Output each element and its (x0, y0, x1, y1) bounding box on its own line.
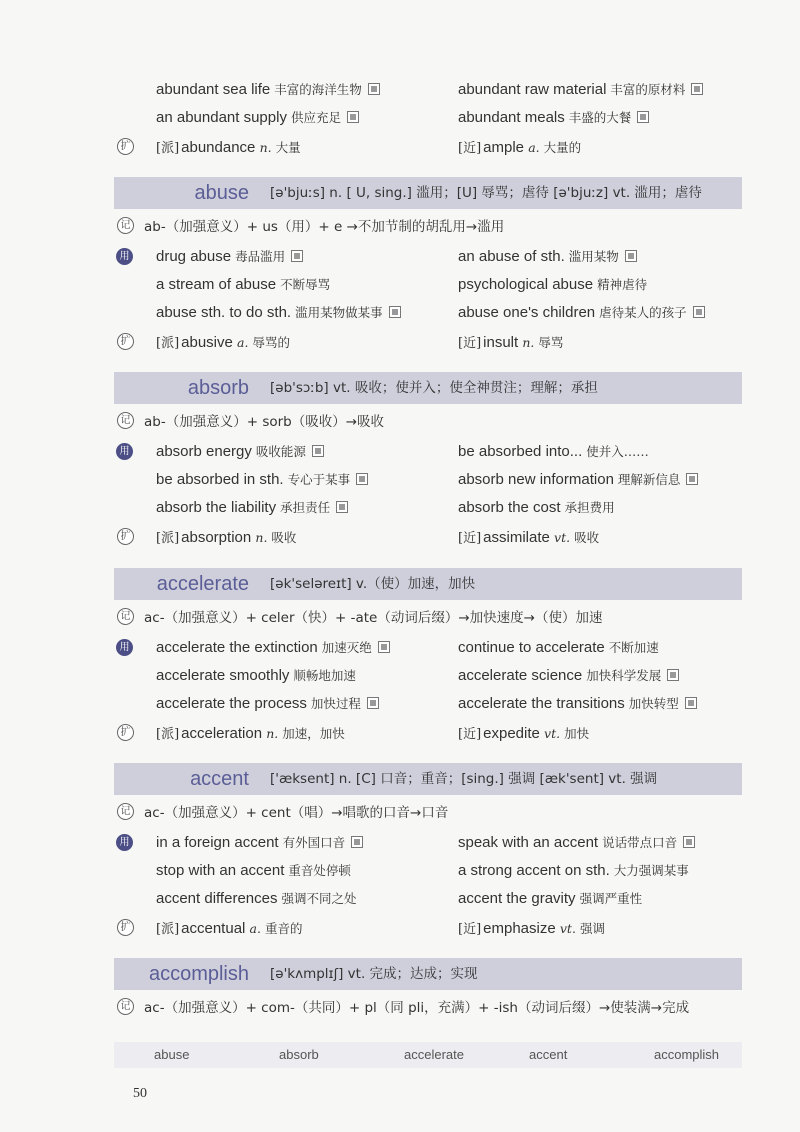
phrase: accelerate science 加快科学发展 (458, 666, 679, 684)
entry-header (114, 568, 742, 600)
phrase: abundant sea life 丰富的海洋生物 (156, 80, 380, 98)
near-synonym: [近] assimilate vt. 吸收 (458, 529, 600, 546)
audio-icon[interactable] (312, 445, 324, 457)
derived-word: [派] acceleration n. 加速，加快 (156, 725, 345, 742)
phrase: in a foreign accent 有外国口音 (156, 833, 363, 851)
memory-tip: ac-（加强意义）+ com-（共同）+ pl（同 pli，充满）+ -ish（动词后缀）→使装满→完成 (144, 1000, 690, 1016)
extension-icon: 扩 (117, 919, 134, 936)
memo-icon: 记 (117, 412, 134, 429)
headword: absorb (187, 377, 249, 399)
phrase: accent the gravity 强调严重性 (458, 890, 643, 907)
entry-header (114, 958, 742, 990)
footer-word: accelerate (404, 1047, 464, 1062)
derived-word: [派] absorption n. 吸收 (156, 529, 297, 546)
phrase: a strong accent on sth. 大力强调某事 (458, 862, 689, 879)
memory-tip: ab-（加强意义）+ sorb（吸收）→吸收 (144, 414, 385, 430)
definition: [ə'kʌmplɪʃ] vt. 完成；达成；实现 (270, 966, 478, 982)
entry-header (114, 177, 742, 209)
phrase: be absorbed in sth. 专心于某事 (156, 470, 368, 488)
audio-icon[interactable] (685, 697, 697, 709)
phrase: be absorbed into... 使并入…… (458, 443, 649, 460)
audio-icon[interactable] (691, 83, 703, 95)
phrase: absorb the cost 承担费用 (458, 499, 615, 516)
page-number: 50 (133, 1086, 147, 1101)
definition: ['æksent] n. [C] 口音；重音；[sing.] 强调 [æk'sent] vt. 强调 (270, 771, 658, 787)
near-synonym: [近] ample a. 大量的 (458, 139, 582, 156)
audio-icon[interactable] (389, 306, 401, 318)
audio-icon[interactable] (356, 473, 368, 485)
phrase: absorb new information 理解新信息 (458, 470, 698, 488)
audio-icon[interactable] (683, 836, 695, 848)
phrase: speak with an accent 说话带点口音 (458, 833, 695, 851)
entry-header (114, 763, 742, 795)
audio-icon[interactable] (686, 473, 698, 485)
phrase: a stream of abuse 不断辱骂 (156, 276, 331, 293)
entry-header (114, 372, 742, 404)
phrase: abuse sth. to do sth. 滥用某物做某事 (156, 303, 401, 321)
phrase: accelerate smoothly 顺畅地加速 (156, 667, 356, 684)
phrase: abuse one's children 虐待某人的孩子 (458, 303, 705, 321)
extension-icon: 扩 (117, 724, 134, 741)
derived-word: [派] accentual a. 重音的 (156, 920, 303, 937)
audio-icon[interactable] (367, 697, 379, 709)
audio-icon[interactable] (351, 836, 363, 848)
footer-word: accent (529, 1047, 568, 1062)
near-synonym: [近] insult n. 辱骂 (458, 334, 564, 351)
headword: abuse (194, 182, 249, 204)
extension-icon: 扩 (117, 333, 134, 350)
usage-icon: 用 (116, 639, 133, 656)
memo-icon: 记 (117, 998, 134, 1015)
audio-icon[interactable] (368, 83, 380, 95)
phrase: an abuse of sth. 滥用某物 (458, 247, 637, 265)
memory-tip: ab-（加强意义）+ us（用）+ e →不加节制的胡乱用→滥用 (144, 219, 505, 235)
audio-icon[interactable] (625, 250, 637, 262)
audio-icon[interactable] (637, 111, 649, 123)
phrase: absorb energy 吸收能源 (156, 442, 324, 460)
memory-tip: ac-（加强意义）+ cent（唱）→唱歌的口音→口音 (144, 805, 449, 821)
footer-word: abuse (154, 1047, 190, 1062)
audio-icon[interactable] (378, 641, 390, 653)
derived-word: [派] abundance n. 大量 (156, 139, 301, 156)
memory-tip: ac-（加强意义）+ celer（快）+ -ate（动词后缀）→加快速度→（使）加速 (144, 610, 603, 626)
extension-icon: 扩 (117, 138, 134, 155)
audio-icon[interactable] (336, 501, 348, 513)
phrase: accelerate the transitions 加快转型 (458, 694, 697, 712)
audio-icon[interactable] (291, 250, 303, 262)
headword: accomplish (148, 963, 249, 985)
definition: [ək'seləreɪt] v.（使）加速，加快 (270, 576, 476, 592)
audio-icon[interactable] (693, 306, 705, 318)
extension-icon: 扩 (117, 528, 134, 545)
phrase: drug abuse 毒品滥用 (156, 247, 303, 265)
derived-word: [派] abusive a. 辱骂的 (156, 334, 290, 351)
near-synonym: [近] expedite vt. 加快 (458, 725, 590, 742)
phrase: continue to accelerate 不断加速 (458, 639, 659, 656)
usage-icon: 用 (116, 248, 133, 265)
phrase: absorb the liability 承担责任 (156, 498, 348, 516)
headword: accelerate (156, 573, 249, 595)
memo-icon: 记 (117, 803, 134, 820)
headword: accent (190, 768, 249, 790)
memo-icon: 记 (117, 608, 134, 625)
phrase: an abundant supply 供应充足 (156, 108, 359, 126)
memo-icon: 记 (117, 217, 134, 234)
near-synonym: [近] emphasize vt. 强调 (458, 920, 605, 937)
phrase: abundant meals 丰盛的大餐 (458, 108, 649, 126)
definition: [əb'sɔːb] vt. 吸收；使并入；使全神贯注；理解；承担 (270, 380, 598, 396)
footer-word: absorb (279, 1047, 319, 1062)
phrase: accelerate the extinction 加速灭绝 (156, 638, 390, 656)
phrase: accelerate the process 加快过程 (156, 694, 379, 712)
usage-icon: 用 (116, 443, 133, 460)
phrase: psychological abuse 精神虐待 (458, 276, 648, 293)
footer-word-strip (114, 1042, 742, 1068)
phrase: stop with an accent 重音处停顿 (156, 862, 351, 879)
phrase: abundant raw material 丰富的原材料 (458, 80, 703, 98)
phrase: accent differences 强调不同之处 (156, 890, 357, 907)
definition: [ə'bjuːs] n. [ U, sing.] 滥用；[U] 辱骂；虐待 [ə'bjuːz] vt. 滥用；虐待 (270, 185, 702, 201)
footer-word: accomplish (654, 1047, 720, 1062)
audio-icon[interactable] (347, 111, 359, 123)
usage-icon: 用 (116, 834, 133, 851)
audio-icon[interactable] (667, 669, 679, 681)
